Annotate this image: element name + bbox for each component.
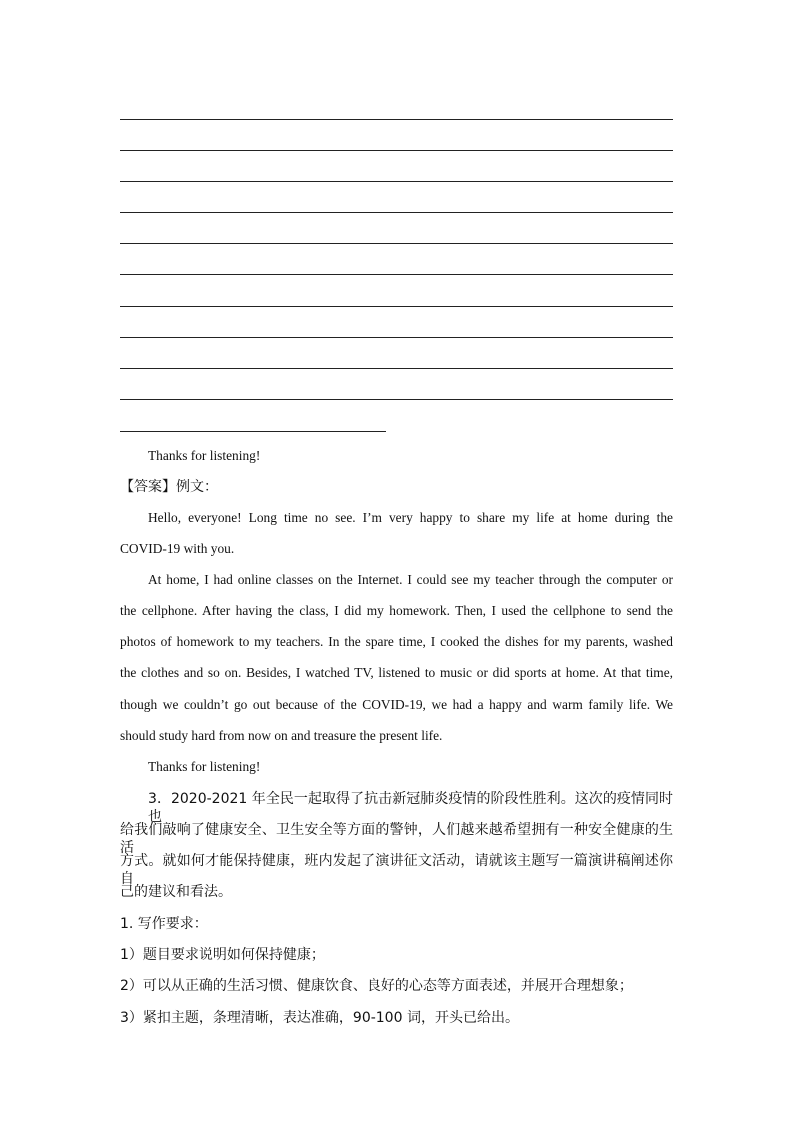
writing-line <box>120 337 673 338</box>
writing-line <box>120 243 673 244</box>
writing-line <box>120 368 673 369</box>
essay-line: COVID-19 with you. <box>120 541 235 556</box>
requirement-item: 1）题目要求说明如何保持健康； <box>120 947 325 963</box>
essay-line: photos of homework to my teachers. In the spare time, I cooked the dishes for my parents, washed <box>120 634 673 649</box>
closing-line: Thanks for listening! <box>148 759 261 774</box>
essay-line: though we couldn’t go out because of the COVID-19, we had a happy and warm family life. We <box>120 697 673 712</box>
essay-line: should study hard from now on and treasure the present life. <box>120 728 443 743</box>
writing-line <box>120 119 673 120</box>
essay-line: At home, I had online classes on the Internet. I could see my teacher through the computer or <box>148 572 673 587</box>
requirement-item: 3）紧扣主题，条理清晰，表达准确，90-100 词，开头已给出。 <box>120 1010 519 1026</box>
essay-line: the cellphone. After having the class, I did my homework. Then, I used the cellphone to send the <box>120 603 673 618</box>
writing-line-short <box>120 431 386 432</box>
question-text: 3．2020-2021 年全民一起取得了抗击新冠肺炎疫情的阶段性胜利。这次的疫情同时也 <box>148 791 673 825</box>
question-text: 给我们敲响了健康安全、卫生安全等方面的警钟，人们越来越希望拥有一种安全健康的生活 <box>120 822 673 856</box>
requirement-item: 2）可以从正确的生活习惯、健康饮食、良好的心态等方面表述，并展开合理想象； <box>120 978 633 994</box>
writing-line <box>120 306 673 307</box>
writing-line <box>120 274 673 275</box>
essay-line: Hello, everyone! Long time no see. I’m very happy to share my life at home during the <box>148 510 673 525</box>
requirements-title: 1. 写作要求： <box>120 916 208 932</box>
essay-line: the clothes and so on. Besides, I watched TV, listened to music or did sports at home. At that time, <box>120 665 673 680</box>
writing-line <box>120 181 673 182</box>
answer-label: 【答案】例文： <box>120 479 218 495</box>
writing-line <box>120 212 673 213</box>
question-text: 方式。就如何才能保持健康，班内发起了演讲征文活动，请就该主题写一篇演讲稿阐述你自 <box>120 853 673 887</box>
question-text: 己的建议和看法。 <box>120 884 232 900</box>
writing-line <box>120 150 673 151</box>
closing-line: Thanks for listening! <box>148 448 261 463</box>
writing-line <box>120 399 673 400</box>
